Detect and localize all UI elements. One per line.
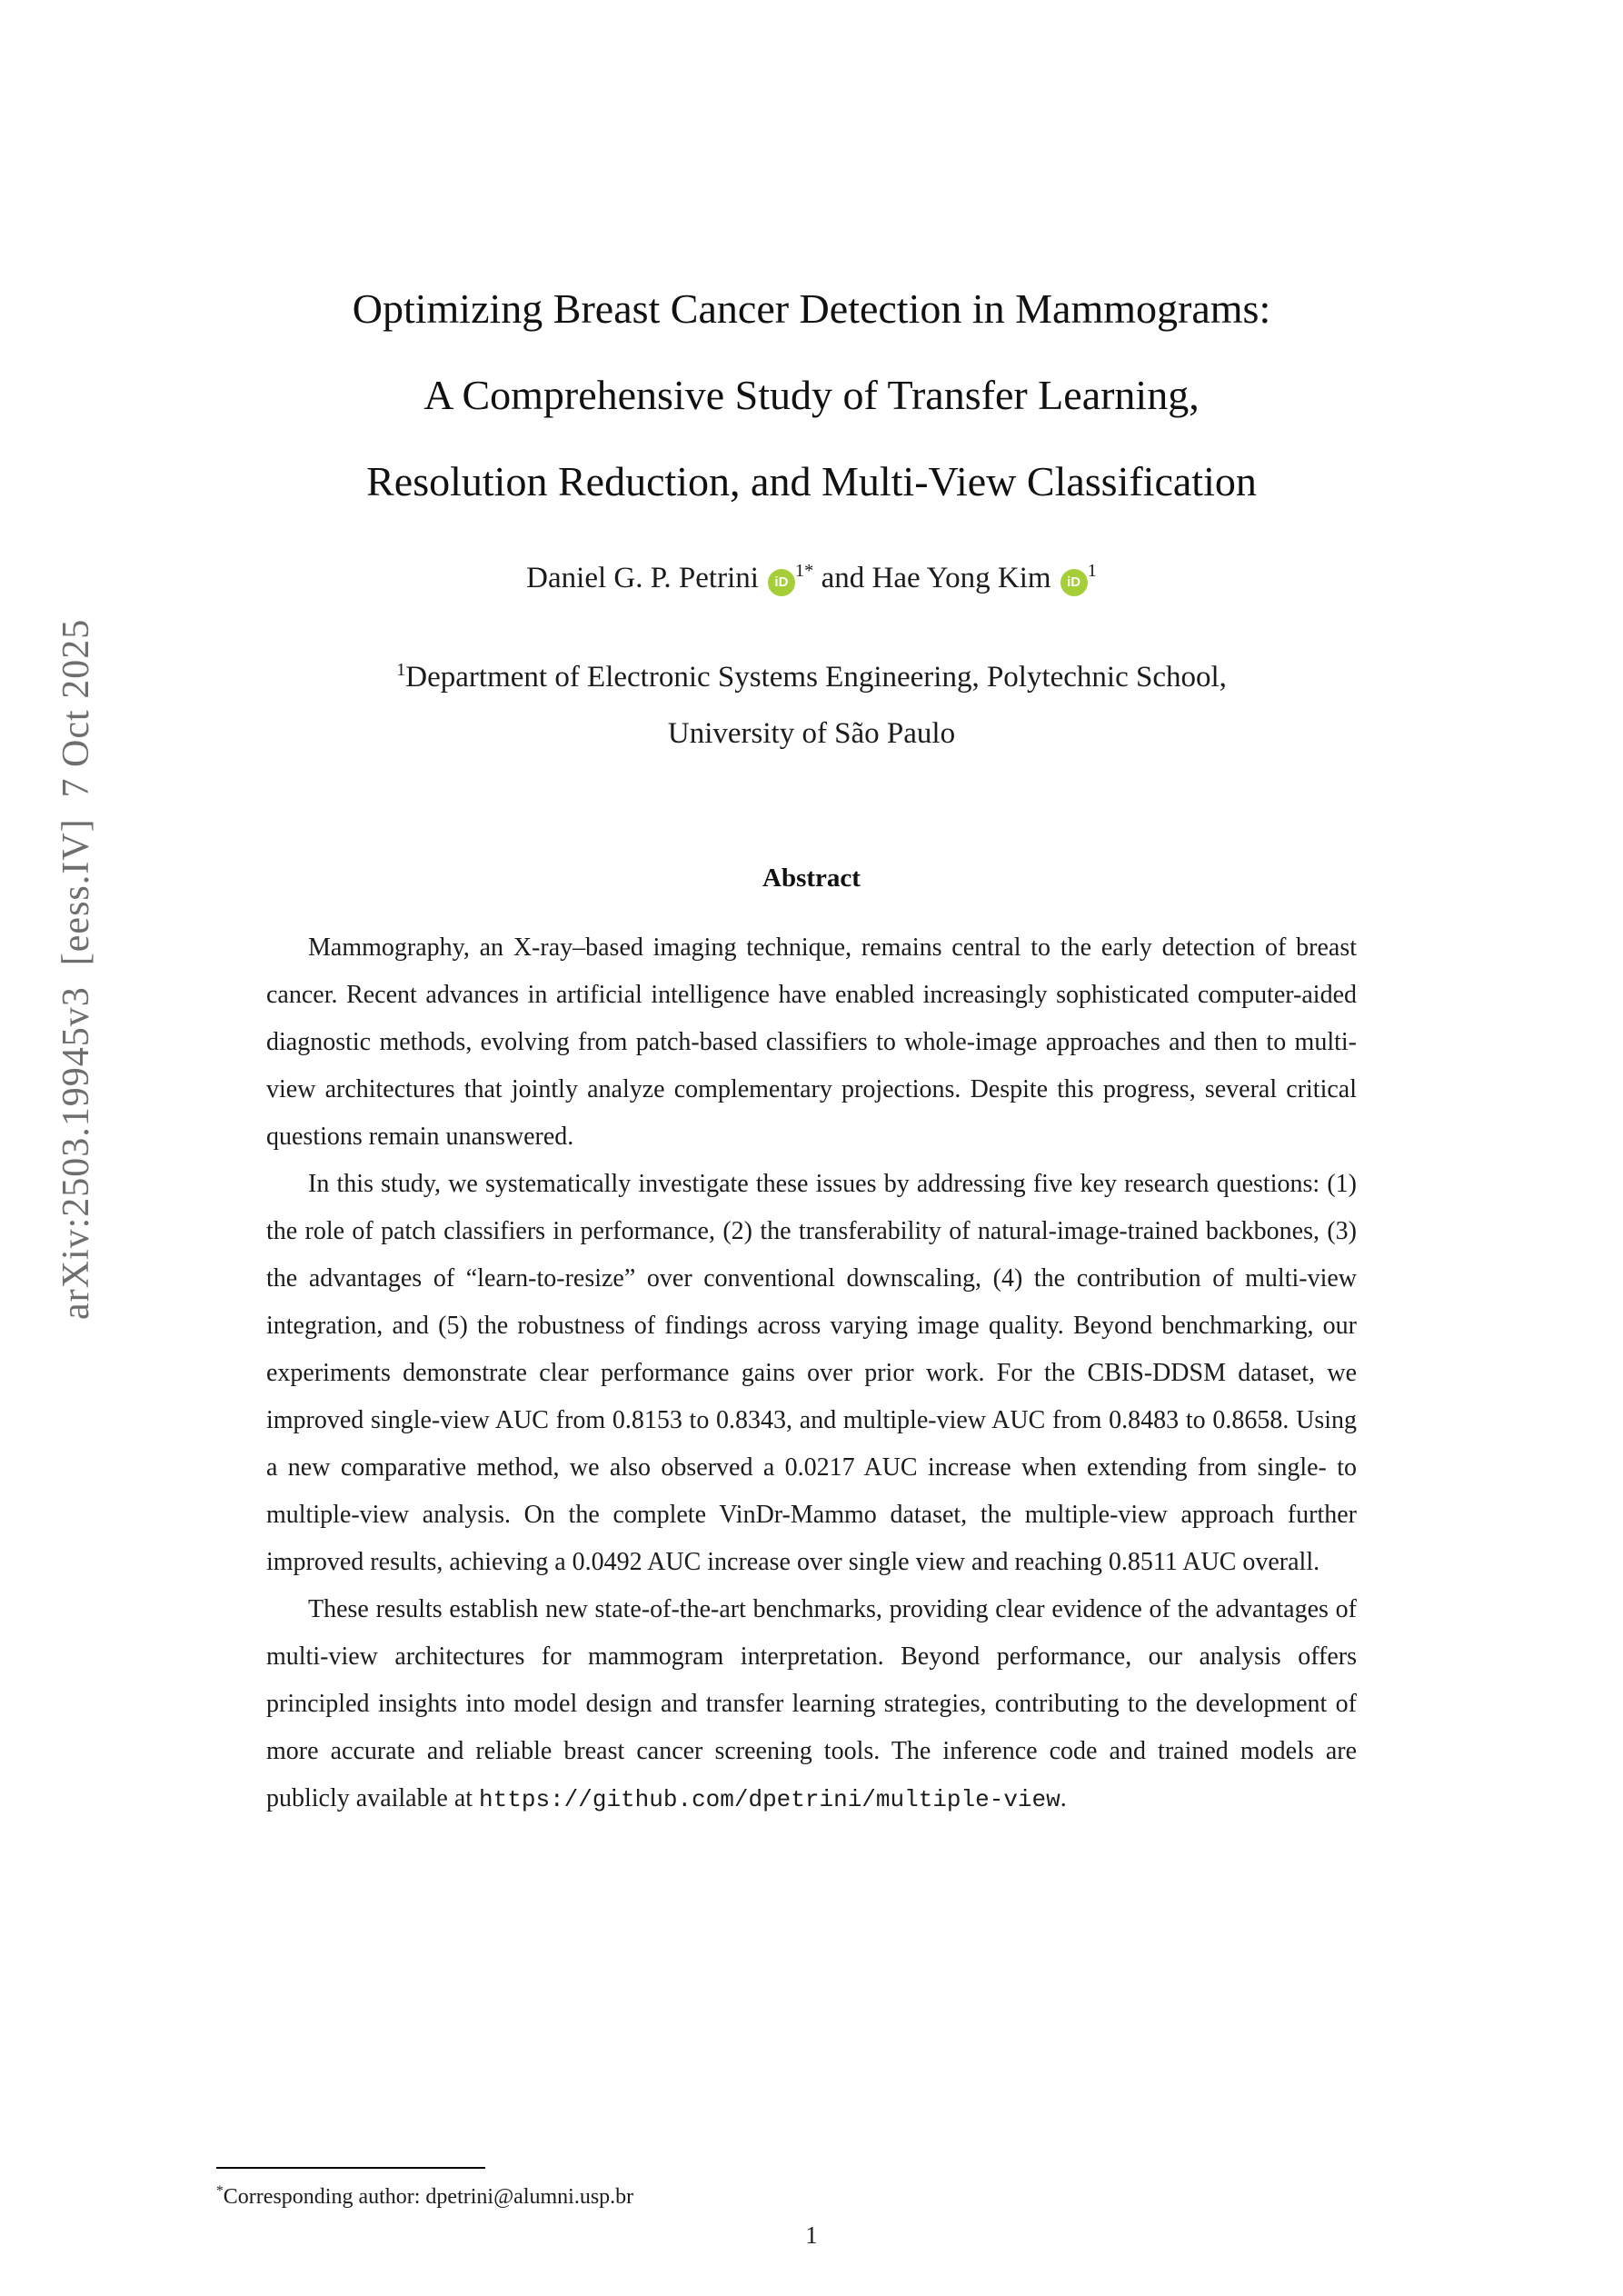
orcid-icon[interactable]: iD [768,569,795,596]
footnote-text: *Corresponding author: dpetrini@alumni.usp.br [216,2183,634,2209]
author-2-superscript: 1 [1087,561,1097,581]
author-line [0,561,1623,596]
author-conjunction: and [813,562,872,594]
orcid-icon[interactable]: iD [1060,569,1088,596]
abstract-paragraph-3: These results establish new state-of-the-art benchmarks, providing clear evidence of the advantages of multi-view architectures for mammogram interpretation. Beyond performance, our analysis offers principled insights into model design and transfer learning strategies, contributing to the development of more accurate and reliable breast cancer screening tools. The inference code and trained models are publicly available at https://github.com/dpetrini/multiple-view. [266,1595,1357,1813]
paper-title [0,0,1623,524]
affiliation [0,642,1623,762]
abstract-heading: Abstract [762,863,861,893]
paper-title-line-2: A Comprehensive Study of Transfer Learning, [423,372,1200,418]
affiliation-line-1: $^1$Department of Electronic Systems Engineering, Polytechnic School, [396,660,1227,694]
affiliation-superscript: 1 [396,660,406,680]
affiliation-line-2: University of São Paulo [667,717,956,750]
author-1-name: Daniel G. P. Petrini [526,562,759,594]
author-2-name: Hae Yong Kim [871,562,1051,594]
footnote-marker: * [216,2183,224,2199]
page-number: 1 [805,2221,818,2249]
abstract-paragraph-2: In this study, we systematically investigate these issues by addressing five key research questions: (1) the role of patch classifiers in performance, (2) the transferability of natural-image-trained backbones, (3) the advantages of “learn-to-resize” over conventional downscaling, (4) the contribution of multi-view integration, and (5) the robustness of findings across varying image quality. Beyond benchmarking, our experiments demonstrate clear performance gains over prior work. For the CBIS-DDSM dataset, we improved single-view AUC from 0.8153 to 0.8343, and multiple-view AUC from 0.8483 to 0.8658. Using a new comparative method, we also observed a 0.0217 AUC increase when extending from single- to multiple-view analysis. On the complete VinDr-Mammo dataset, the multiple-view approach further improved results, achieving a 0.0492 AUC increase over single view and reaching 0.8511 AUC overall. [266,1170,1357,1576]
paper-title-line-3: Resolution Reduction, and Multi-View Classification [366,458,1257,504]
arxiv-watermark: arXiv:2503.19945v3 [eess.IV] 7 Oct 2025 [55,618,97,1320]
footnote-rule [216,2167,485,2169]
author-1-superscript: 1* [794,561,814,581]
github-link[interactable]: https://github.com/dpetrini/multiple-view [479,1786,1060,1813]
abstract-section [266,863,1357,1823]
paper-title-line-1: Optimizing Breast Cancer Detection in Mammograms: [352,285,1271,332]
abstract-paragraph-1: Mammography, an X-ray–based imaging technique, remains central to the early detection of breast cancer. Recent advances in artificial intelligence have enabled increasingly sophisticated computer-aided diagnostic methods, evolving from patch-based classifiers to whole-image approaches and then to multi-view architectures that jointly analyze complementary projections. Despite this progress, several critical questions remain unanswered. [266,933,1357,1151]
footnote [216,2167,1361,2210]
